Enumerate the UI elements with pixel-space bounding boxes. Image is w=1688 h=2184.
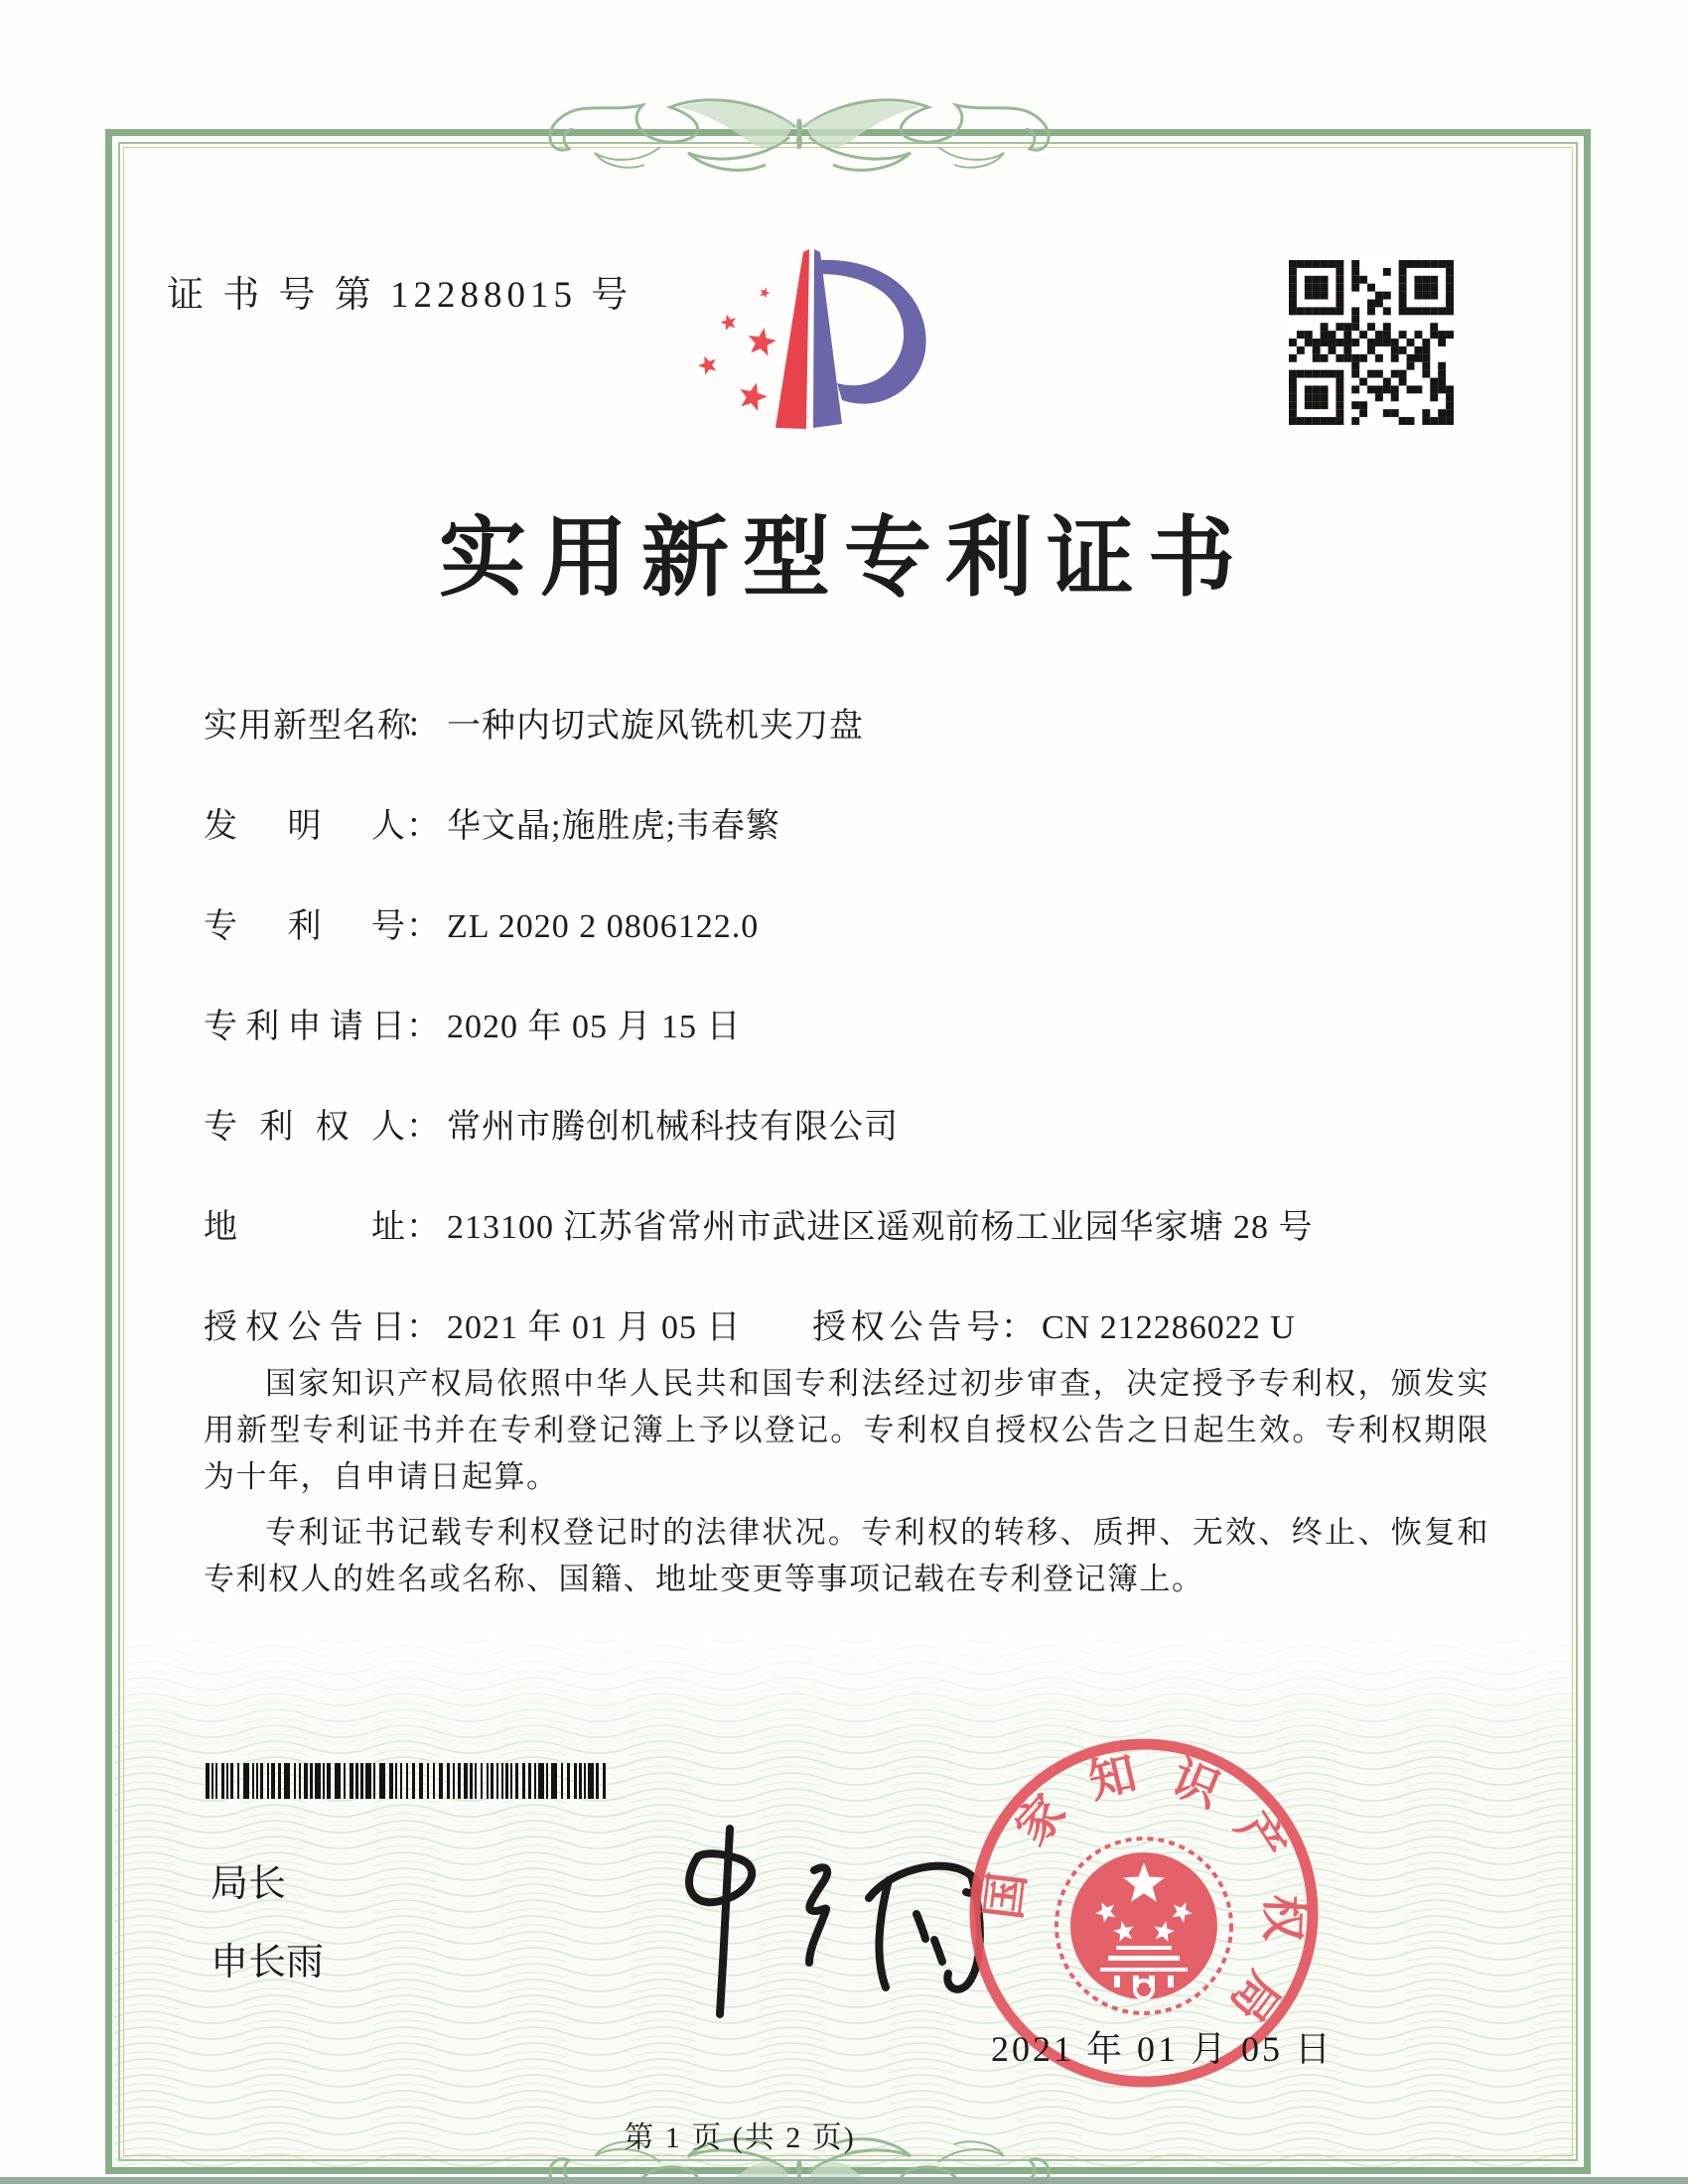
barcode <box>204 1763 613 1799</box>
svg-text:家: 家 <box>1006 1786 1076 1855</box>
field-row-patent-number: 专利号： ZL 2020 2 0806122.0 <box>204 898 759 947</box>
legal-notice <box>204 1360 1489 1602</box>
field-label: 实用新型名称 <box>204 708 412 745</box>
page-bottom-edge <box>0 2177 1688 2184</box>
certificate-title: 实用新型专利证书 <box>438 511 1249 608</box>
field-value: 2021 年 01 月 05 日 <box>447 1309 742 1346</box>
field-label: 专利权人 <box>204 1109 406 1146</box>
svg-text:知: 知 <box>1083 1747 1142 1810</box>
signatory-block <box>211 1852 324 2009</box>
field-value: CN 212286022 U <box>1042 1309 1296 1346</box>
field-value: 213100 江苏省常州市武进区遥观前杨工业园华家塘 28 号 <box>447 1209 1314 1246</box>
field-value: 常州市腾创机械科技有限公司 <box>447 1109 899 1146</box>
field-label: 专利申请日 <box>204 1009 406 1045</box>
field-label: 授权公告日 <box>204 1309 406 1346</box>
svg-text:识: 识 <box>1164 1751 1227 1818</box>
field-row-grant-date: 授权公告日： 2021 年 01 月 05 日 授权公告号： CN 212286022 U <box>204 1299 742 1348</box>
field-row-patentee: 专利权人： 常州市腾创机械科技有限公司 <box>204 1099 899 1148</box>
field-label: 专利号 <box>204 908 406 945</box>
field-label: 地址 <box>204 1209 406 1246</box>
seal-date: 2021 年 01 月 05 日 <box>991 2029 1335 2069</box>
signatory-title: 局长 <box>211 1863 287 1905</box>
svg-text:权: 权 <box>1255 1893 1309 1943</box>
field-label: 授权公告号 <box>812 1309 1001 1346</box>
svg-text:产: 产 <box>1225 1804 1295 1872</box>
national-emblem-icon <box>1056 1839 1231 2013</box>
field-row-address: 地址： 213100 江苏省常州市武进区遥观前杨工业园华家塘 28 号 <box>204 1199 1314 1248</box>
border-flourish-top-icon <box>516 83 1082 183</box>
field-value: 华文晶;施胜虎;韦春繁 <box>447 808 780 845</box>
field-row-filing-date: 专利申请日： 2020 年 05 月 15 日 <box>204 999 742 1047</box>
field-value: ZL 2020 2 0806122.0 <box>447 908 760 945</box>
field-value: 2020 年 05 月 15 日 <box>447 1009 742 1045</box>
qr-code <box>1289 260 1454 425</box>
legal-paragraph-1: 国家知识产权局依照中华人民共和国专利法经过初步审查，决定授予专利权，颁发实用新型专利证书并在专利登记簿上予以登记。专利权自授权公告之日起生效。专利权期限为十年，自申请日起算。 <box>204 1366 1489 1494</box>
field-row-inventors: 发明人： 华文晶;施胜虎;韦春繁 <box>204 798 780 847</box>
field-grant-publication-no: 授权公告号： CN 212286022 U <box>812 1299 1296 1348</box>
cnipa-logo-icon <box>655 226 973 465</box>
signatory-name: 申长雨 <box>211 1942 325 1983</box>
field-label: 发明人 <box>204 808 406 845</box>
field-row-utility-model-name: 实用新型名称： 一种内切式旋风铣机夹刀盘 <box>204 698 864 747</box>
field-value: 一种内切式旋风铣机夹刀盘 <box>447 708 864 745</box>
legal-paragraph-2: 专利证书记载专利权登记时的法律状况。专利权的转移、质押、无效、终止、恢复和专利权人的姓名或名称、国籍、地址变更等事项记载在专利登记簿上。 <box>204 1515 1489 1596</box>
svg-text:局: 局 <box>1219 1962 1290 2031</box>
page-footer: 第 1 页 (共 2 页) <box>624 2121 856 2154</box>
svg-text:国: 国 <box>978 1869 1036 1923</box>
certificate-number: 证 书 号 第 12288015 号 <box>167 275 633 316</box>
commissioner-signature <box>571 1809 1018 2039</box>
